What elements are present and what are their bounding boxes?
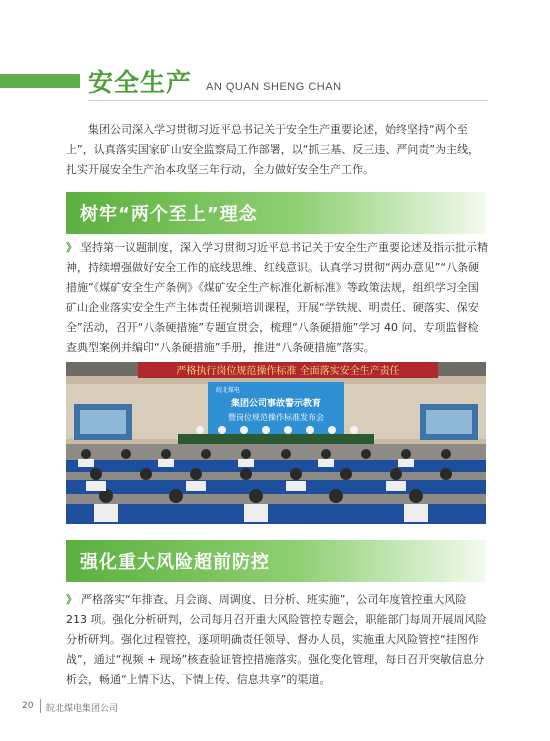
banner-text: 严格执行岗位规范操作标准 全面落实安全生产责任 [176, 366, 400, 377]
meeting-photo [66, 362, 486, 524]
section-2-body [66, 590, 488, 690]
page-title: 安全生产 [88, 68, 193, 97]
section-heading-1-text: 树牢“两个至上”理念 [80, 204, 258, 225]
section-2-text: 严格落实“年排查、月会商、周调度、日分析、班实施”，公司年度管控重大风险 213 项。强化分析研判，公司每月召开重大风险管控专题会，职能部门每周开展周风险分析研判。强化过程管控，逐项明确责任领导、督办人员，实施重大风险管控“挂图作战”，通过“视频 + 现场”核查验证管控措施落实。强化变化管理，每日召开突敏信息分析会，畅通“上情下达、下情上传、信息共享”的渠道。 [66, 593, 487, 686]
footer-company: 皖北煤电集团公司 [46, 704, 119, 714]
title-accent-bar [0, 74, 80, 88]
section-1-text: 坚持第一议题制度，深入学习贯彻习近平总书记关于安全生产重要论述及指示批示精神，持续增强做好安全工作的底线思维、红线意识。认真学习贯彻“两办意见”“八条硬措施”《煤矿安全生产条例》《煤矿安全生产标准化新标准》等政策法规，组织学习全国矿山企业落实安全生产主体责任视频培训课程，开展“学铁规、明责任、硬落实、保安全”活动，召开“八条硬措施”专题宣贯会，梳理“八条硬措施”学习 40 问、专项监督检查典型案例并编印“八条硬措施”手册，推进“八条硬措施”落实。 [66, 241, 488, 354]
audience [66, 449, 486, 524]
screen-title: 集团公司事故警示教育 [230, 399, 322, 409]
intro-paragraph: 集团公司深入学习贯彻习近平总书记关于安全生产重要论述，始终坚持“两个至上”，认真落实国家矿山安全监察局工作部署，以“抓三基、反三违、严问责”为主线，扎实开展安全生产治本攻坚三年行动，全力做好安全生产工作。 [66, 123, 480, 176]
screen-logo-text: 皖北煤电 [216, 387, 241, 394]
footer-divider [40, 699, 41, 713]
page-number: 20 [22, 701, 34, 711]
chevron-marker-icon: 》 [66, 593, 77, 606]
chevron-marker-icon: 》 [66, 241, 77, 254]
section-heading-2 [66, 540, 486, 582]
screen-subtitle: 暨岗位规范操作标准发布会 [228, 413, 324, 422]
page-title-pinyin: AN QUAN SHENG CHAN [206, 81, 342, 93]
section-1-body [66, 238, 488, 358]
title-underline [88, 100, 488, 101]
section-heading-1 [66, 192, 486, 234]
stage-table [178, 434, 374, 444]
section-heading-2-text: 强化重大风险超前防控 [80, 552, 270, 573]
